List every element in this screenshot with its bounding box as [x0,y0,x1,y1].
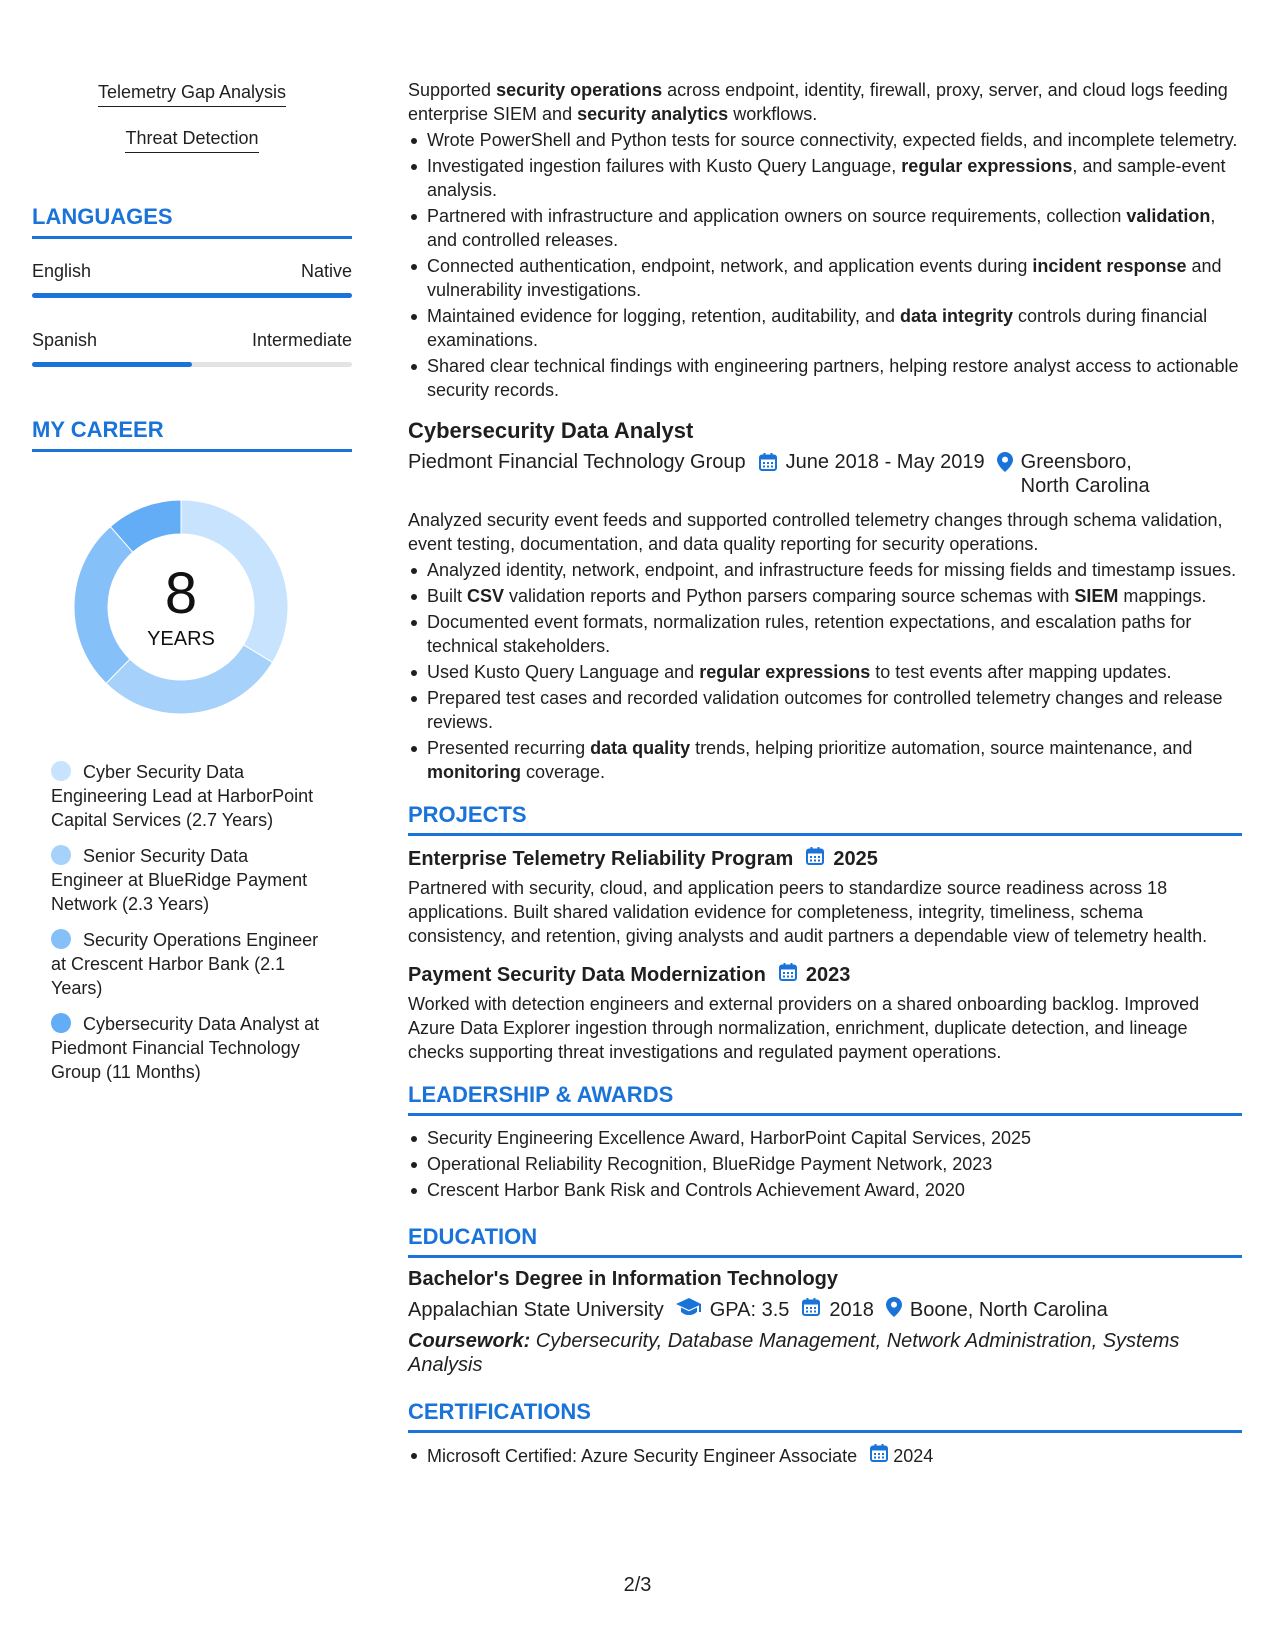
location-pin-icon [886,1297,902,1323]
language-name: English [32,261,92,281]
awards-list [408,1126,1242,1202]
project [408,846,1242,948]
school-location: Boone, North Carolina [909,1298,1108,1321]
gpa: GPA: 3.5 [709,1298,790,1321]
career-legend-item [51,1012,322,1084]
calendar-icon [869,1443,889,1469]
calendar-icon [758,452,778,478]
project-description: Worked with detection engineers and external providers on a shared onboarding backlog. Improved Azure Data Explorer ingestion through normalization, enrichment, duplicate detection, and lineage checks supporting threat investigations and regulated payment operations. [408,994,1200,1062]
award-item: Operational Reliability Recognition, BlueRidge Payment Network, 2023 [408,1152,1242,1176]
project-name: Enterprise Telemetry Reliability Program [408,847,794,870]
project-year: 2023 [805,963,851,986]
legend-label: Security Operations Engineer at Crescent Harbor Bank (2.1 Years) [51,930,319,998]
career-total-years: 8 [164,560,198,626]
project-title [408,962,1242,988]
language-proficiency-fill [32,293,352,298]
language-proficiency-fill [32,362,192,367]
job-bullets [408,558,1242,784]
career-total-unit: YEARS [147,627,215,650]
award-item: Security Engineering Excellence Award, HarborPoint Capital Services, 2025 [408,1126,1242,1150]
career-heading: MY CAREER [32,417,352,452]
certification-name: Microsoft Certified: Azure Security Engineer Associate [427,1446,858,1466]
legend-dot [51,761,71,781]
main-content [408,78,1242,1471]
sidebar [32,82,352,1096]
skill-link[interactable]: Telemetry Gap Analysis [98,82,286,107]
legend-label: Cybersecurity Data Analyst at Piedmont Financial Technology Group (11 Months) [51,1014,320,1082]
bullet-item: Shared clear technical findings with engineering partners, helping restore analyst access to actionable security records. [408,354,1242,402]
legend-dot [51,1013,71,1033]
certification-item [408,1443,1242,1469]
legend-label: Cyber Security Data Engineering Lead at HarborPoint Capital Services (2.7 Years) [51,762,314,830]
bullet-item: Used Kusto Query Language and regular expressions to test events after mapping updates. [408,660,1242,684]
coursework-label: Coursework: [408,1330,531,1352]
coursework-list: Cybersecurity, Database Management, Network Administration, Systems Analysis [408,1330,1180,1376]
education-heading: EDUCATION [408,1224,1242,1258]
language-level: Native [300,261,352,281]
bullet-item: Prepared test cases and recorded validation outcomes for controlled telemetry changes and release reviews. [408,686,1242,734]
bullet-item: Connected authentication, endpoint, network, and application events during incident response and vulnerability investigations. [408,254,1242,302]
calendar-icon [801,1297,821,1323]
job-location [985,450,1185,498]
awards-heading: LEADERSHIP & AWARDS [408,1082,1242,1116]
bullet-item: Built CSV validation reports and Python parsers comparing source schemas with SIEM mappings. [408,584,1242,608]
certification-year: 2024 [893,1446,934,1466]
job-meta [408,450,1242,498]
bullet-item: Maintained evidence for logging, retention, auditability, and data integrity controls during financial examinations. [408,304,1242,352]
company-name: Piedmont Financial Technology Group [408,451,746,473]
bullet-item: Investigated ingestion failures with Kusto Query Language, regular expressions, and sample-event analysis. [408,154,1242,202]
skills-list [32,82,352,174]
legend-dot [51,929,71,949]
language-row [32,330,352,351]
project-title [408,846,1242,872]
coursework [408,1329,1242,1377]
bullet-item: Documented event formats, normalization rules, retention expectations, and escalation paths for technical stakeholders. [408,610,1242,658]
career-donut-chart [66,492,296,722]
languages-list [32,261,352,367]
certifications-heading: CERTIFICATIONS [408,1399,1242,1433]
career-legend-item [51,760,322,832]
location-pin-icon [997,452,1013,478]
project-name: Payment Security Data Modernization [408,963,766,986]
page-number: 2/3 [623,1574,652,1596]
award-item: Crescent Harbor Bank Risk and Controls Achievement Award, 2020 [408,1178,1242,1202]
language-name: Spanish [32,330,98,350]
language-level: Intermediate [251,330,352,350]
graduation-year: 2018 [829,1298,874,1321]
job-summary: Analyzed security event feeds and supported controlled telemetry changes through schema validation, event testing, documentation, and data quality reporting for security operations. [408,510,1223,554]
language-row [32,261,352,282]
legend-dot [51,845,71,865]
previous-job-bullets [408,128,1242,402]
career-legend-item [51,928,322,1000]
bullet-item: Presented recurring data quality trends, helping prioritize automation, source maintenance, and monitoring coverage. [408,736,1242,784]
calendar-icon [778,962,798,988]
project [408,962,1242,1064]
job-location-text: Greensboro, North Carolina [1020,451,1150,497]
job-dates [746,450,985,498]
donut-center [66,492,296,722]
graduation-cap-icon [676,1298,702,1322]
languages-heading: LANGUAGES [32,204,352,239]
skill-link[interactable]: Threat Detection [125,128,258,153]
project-year: 2025 [833,847,878,870]
legend-label: Senior Security Data Engineer at BlueRidge Payment Network (2.3 Years) [51,846,308,914]
certifications-list [408,1443,1242,1469]
education-meta [408,1297,1242,1323]
bullet-item: Wrote PowerShell and Python tests for source connectivity, expected fields, and incomplete telemetry. [408,128,1242,152]
language-proficiency-bar [32,362,352,367]
job-title: Cybersecurity Data Analyst [408,418,694,443]
degree-title: Bachelor's Degree in Information Technology [408,1268,839,1290]
bullet-item: Analyzed identity, network, endpoint, and infrastructure feeds for missing fields and timestamp issues. [408,558,1242,582]
school-name: Appalachian State University [408,1298,664,1321]
calendar-icon [805,846,825,872]
previous-job-summary: Supported security operations across endpoint, identity, firewall, proxy, server, and cloud logs feeding enterprise SIEM and security analytics workflows. [408,80,1228,124]
language-proficiency-bar [32,293,352,298]
job-dates-text: June 2018 - May 2019 [785,451,985,473]
bullet-item: Partnered with infrastructure and application owners on source requirements, collection validation, and controlled releases. [408,204,1242,252]
projects-heading: PROJECTS [408,802,1242,836]
project-description: Partnered with security, cloud, and application peers to standardize source readiness across 18 applications. Built shared validation evidence for completeness, integrity, timeliness, schema consistency, and retention, giving analysts and audit partners a dependable view of telemetry health. [408,878,1208,946]
career-legend-item [51,844,322,916]
job-company [408,450,746,498]
career-legend [32,760,322,1084]
